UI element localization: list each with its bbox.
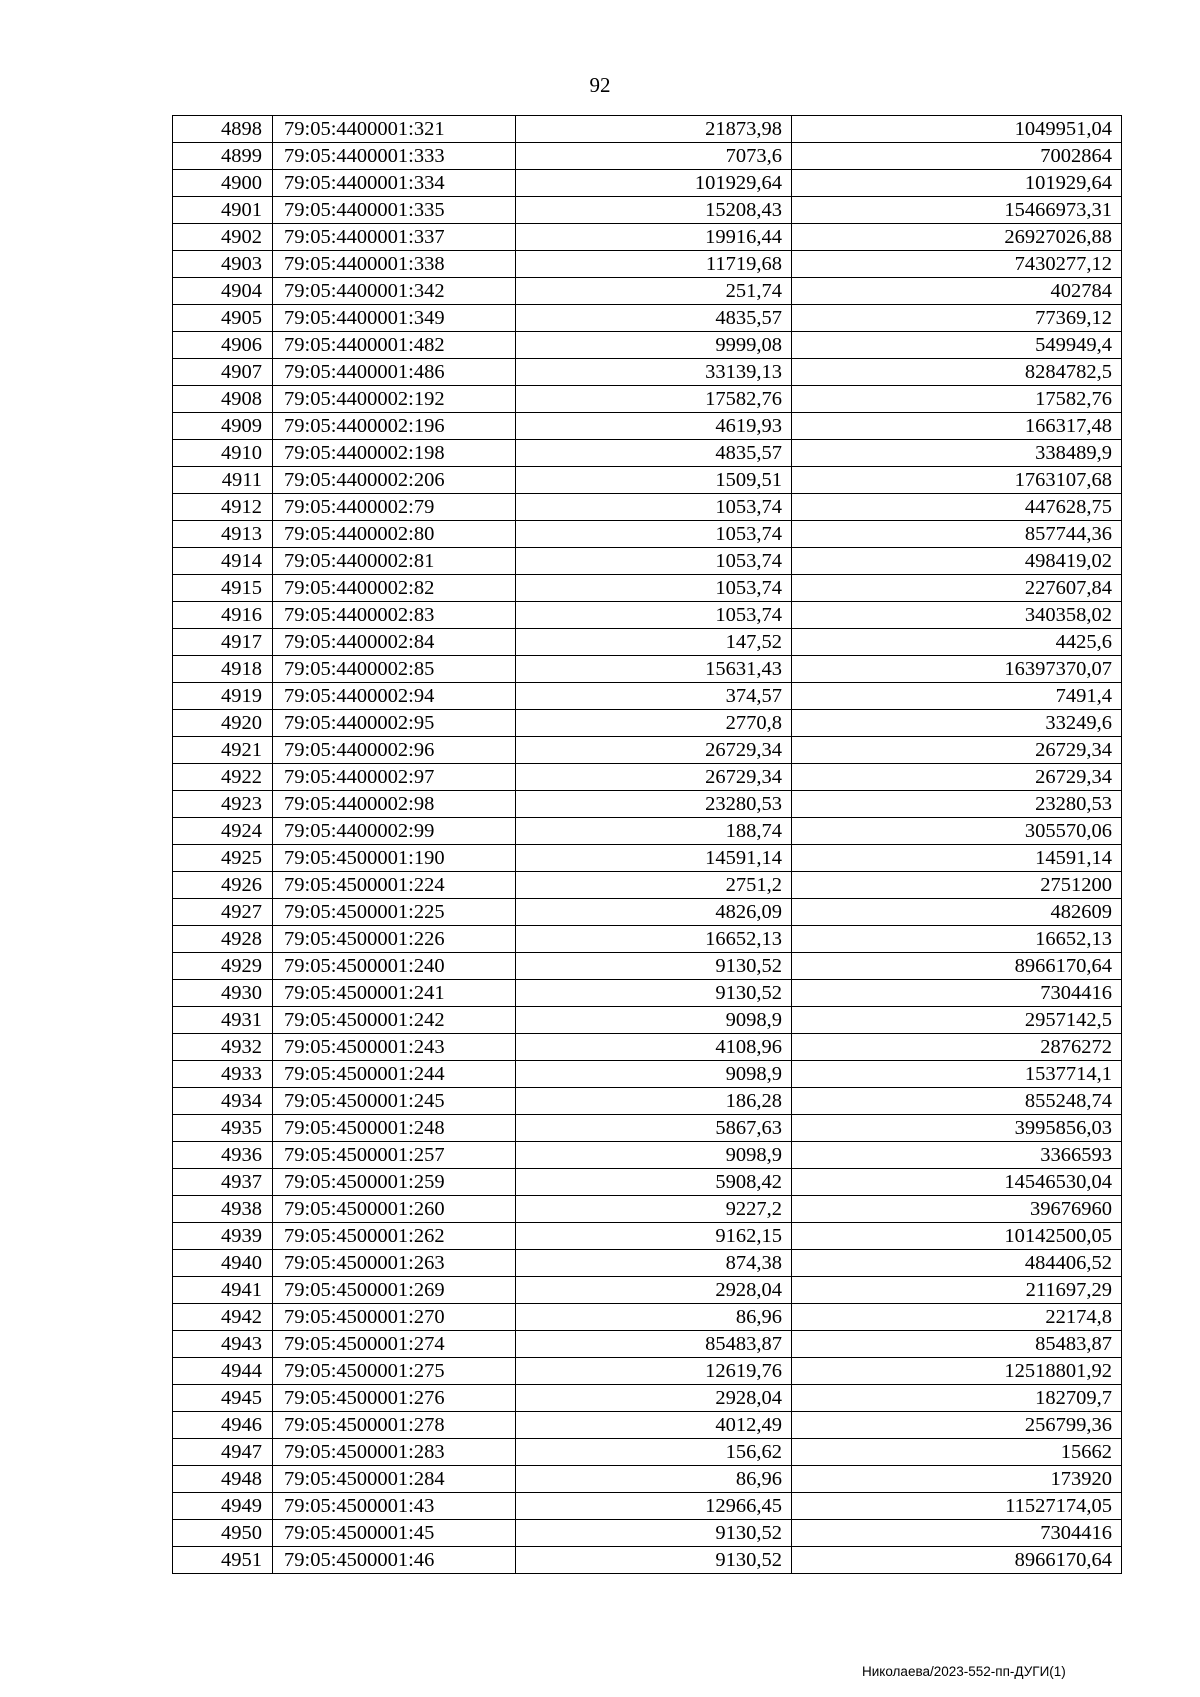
table-row: [173, 737, 1122, 764]
value-cell: 21873,98: [516, 116, 792, 143]
table-row: [173, 1277, 1122, 1304]
cadastral-number-cell: 79:05:4500001:240: [273, 953, 516, 980]
value-cell: 19916,44: [516, 224, 792, 251]
total-value-cell: 857744,36: [792, 521, 1122, 548]
cadastral-number-cell: 79:05:4400001:486: [273, 359, 516, 386]
total-value-cell: 3366593: [792, 1142, 1122, 1169]
table-row: [173, 575, 1122, 602]
row-number-cell: 4935: [173, 1115, 273, 1142]
cadastral-number-cell: 79:05:4500001:46: [273, 1547, 516, 1574]
table-row: [173, 548, 1122, 575]
cadastral-number-cell: 79:05:4400001:335: [273, 197, 516, 224]
row-number-cell: 4904: [173, 278, 273, 305]
row-number-cell: 4936: [173, 1142, 273, 1169]
row-number-cell: 4907: [173, 359, 273, 386]
total-value-cell: 26729,34: [792, 764, 1122, 791]
total-value-cell: 101929,64: [792, 170, 1122, 197]
value-cell: 9999,08: [516, 332, 792, 359]
row-number-cell: 4946: [173, 1412, 273, 1439]
row-number-cell: 4950: [173, 1520, 273, 1547]
value-cell: 14591,14: [516, 845, 792, 872]
row-number-cell: 4912: [173, 494, 273, 521]
value-cell: 2928,04: [516, 1385, 792, 1412]
table-row: [173, 224, 1122, 251]
cadastral-number-cell: 79:05:4500001:248: [273, 1115, 516, 1142]
total-value-cell: 173920: [792, 1466, 1122, 1493]
total-value-cell: 16652,13: [792, 926, 1122, 953]
total-value-cell: 1763107,68: [792, 467, 1122, 494]
table-row: [173, 764, 1122, 791]
row-number-cell: 4915: [173, 575, 273, 602]
row-number-cell: 4922: [173, 764, 273, 791]
cadastral-number-cell: 79:05:4400002:94: [273, 683, 516, 710]
value-cell: 1509,51: [516, 467, 792, 494]
cadastral-number-cell: 79:05:4500001:276: [273, 1385, 516, 1412]
table-row: [173, 1034, 1122, 1061]
table-row: [173, 1358, 1122, 1385]
table-row: [173, 1385, 1122, 1412]
row-number-cell: 4925: [173, 845, 273, 872]
value-cell: 26729,34: [516, 764, 792, 791]
table-row: [173, 305, 1122, 332]
page-number: 92: [589, 73, 611, 97]
row-number-cell: 4926: [173, 872, 273, 899]
total-value-cell: 549949,4: [792, 332, 1122, 359]
total-value-cell: 2751200: [792, 872, 1122, 899]
value-cell: 4826,09: [516, 899, 792, 926]
row-number-cell: 4933: [173, 1061, 273, 1088]
row-number-cell: 4921: [173, 737, 273, 764]
table-row: [173, 1115, 1122, 1142]
cadastral-number-cell: 79:05:4500001:262: [273, 1223, 516, 1250]
cadastral-number-cell: 79:05:4500001:241: [273, 980, 516, 1007]
total-value-cell: 15466973,31: [792, 197, 1122, 224]
value-cell: 2928,04: [516, 1277, 792, 1304]
total-value-cell: 447628,75: [792, 494, 1122, 521]
table-row: [173, 1142, 1122, 1169]
value-cell: 2770,8: [516, 710, 792, 737]
total-value-cell: 227607,84: [792, 575, 1122, 602]
value-cell: 23280,53: [516, 791, 792, 818]
cadastral-number-cell: 79:05:4400002:84: [273, 629, 516, 656]
cadastral-number-cell: 79:05:4400002:98: [273, 791, 516, 818]
value-cell: 9130,52: [516, 1520, 792, 1547]
cadastral-number-cell: 79:05:4500001:242: [273, 1007, 516, 1034]
cadastral-number-cell: 79:05:4400001:334: [273, 170, 516, 197]
table-row: [173, 359, 1122, 386]
table-row: [173, 1331, 1122, 1358]
row-number-cell: 4951: [173, 1547, 273, 1574]
value-cell: 33139,13: [516, 359, 792, 386]
row-number-cell: 4943: [173, 1331, 273, 1358]
table-row: [173, 440, 1122, 467]
total-value-cell: 484406,52: [792, 1250, 1122, 1277]
value-cell: 85483,87: [516, 1331, 792, 1358]
value-cell: 86,96: [516, 1466, 792, 1493]
cadastral-number-cell: 79:05:4400001:349: [273, 305, 516, 332]
total-value-cell: 77369,12: [792, 305, 1122, 332]
total-value-cell: 26729,34: [792, 737, 1122, 764]
row-number-cell: 4924: [173, 818, 273, 845]
row-number-cell: 4901: [173, 197, 273, 224]
table-row: [173, 1493, 1122, 1520]
value-cell: 5908,42: [516, 1169, 792, 1196]
row-number-cell: 4929: [173, 953, 273, 980]
row-number-cell: 4902: [173, 224, 273, 251]
value-cell: 9162,15: [516, 1223, 792, 1250]
table-row: [173, 899, 1122, 926]
table-row: [173, 1250, 1122, 1277]
value-cell: 4835,57: [516, 440, 792, 467]
cadastral-number-cell: 79:05:4500001:270: [273, 1304, 516, 1331]
cadastral-number-cell: 79:05:4400002:96: [273, 737, 516, 764]
table-row: [173, 1088, 1122, 1115]
value-cell: 251,74: [516, 278, 792, 305]
total-value-cell: 182709,7: [792, 1385, 1122, 1412]
table-row: [173, 1547, 1122, 1574]
total-value-cell: 7002864: [792, 143, 1122, 170]
table-row: [173, 602, 1122, 629]
table-row: [173, 980, 1122, 1007]
table-row: [173, 656, 1122, 683]
value-cell: 4619,93: [516, 413, 792, 440]
value-cell: 12966,45: [516, 1493, 792, 1520]
table-row: [173, 332, 1122, 359]
cadastral-number-cell: 79:05:4500001:225: [273, 899, 516, 926]
value-cell: 86,96: [516, 1304, 792, 1331]
total-value-cell: 11527174,05: [792, 1493, 1122, 1520]
total-value-cell: 166317,48: [792, 413, 1122, 440]
table-row: [173, 197, 1122, 224]
table-row: [173, 872, 1122, 899]
total-value-cell: 338489,9: [792, 440, 1122, 467]
cadastral-number-cell: 79:05:4400002:196: [273, 413, 516, 440]
value-cell: 17582,76: [516, 386, 792, 413]
total-value-cell: 3995856,03: [792, 1115, 1122, 1142]
table-row: [173, 1007, 1122, 1034]
row-number-cell: 4947: [173, 1439, 273, 1466]
total-value-cell: 2957142,5: [792, 1007, 1122, 1034]
cadastral-number-cell: 79:05:4400001:482: [273, 332, 516, 359]
total-value-cell: 15662: [792, 1439, 1122, 1466]
value-cell: 5867,63: [516, 1115, 792, 1142]
total-value-cell: 211697,29: [792, 1277, 1122, 1304]
cadastral-number-cell: 79:05:4500001:283: [273, 1439, 516, 1466]
table-row: [173, 1304, 1122, 1331]
row-number-cell: 4923: [173, 791, 273, 818]
table-row: [173, 278, 1122, 305]
table-row: [173, 1412, 1122, 1439]
cadastral-number-cell: 79:05:4400002:99: [273, 818, 516, 845]
total-value-cell: 305570,06: [792, 818, 1122, 845]
total-value-cell: 1537714,1: [792, 1061, 1122, 1088]
cadastral-number-cell: 79:05:4400002:206: [273, 467, 516, 494]
total-value-cell: 482609: [792, 899, 1122, 926]
table-row: [173, 494, 1122, 521]
document-footer: Николаева/2023-552-пп-ДУГИ(1): [862, 1664, 1066, 1679]
total-value-cell: 22174,8: [792, 1304, 1122, 1331]
row-number-cell: 4914: [173, 548, 273, 575]
row-number-cell: 4917: [173, 629, 273, 656]
value-cell: 16652,13: [516, 926, 792, 953]
total-value-cell: 7304416: [792, 980, 1122, 1007]
value-cell: 9227,2: [516, 1196, 792, 1223]
row-number-cell: 4919: [173, 683, 273, 710]
cadastral-number-cell: 79:05:4400002:80: [273, 521, 516, 548]
total-value-cell: 16397370,07: [792, 656, 1122, 683]
row-number-cell: 4899: [173, 143, 273, 170]
total-value-cell: 23280,53: [792, 791, 1122, 818]
total-value-cell: 402784: [792, 278, 1122, 305]
cadastral-number-cell: 79:05:4500001:263: [273, 1250, 516, 1277]
row-number-cell: 4920: [173, 710, 273, 737]
row-number-cell: 4927: [173, 899, 273, 926]
cadastral-number-cell: 79:05:4500001:45: [273, 1520, 516, 1547]
total-value-cell: 39676960: [792, 1196, 1122, 1223]
total-value-cell: 498419,02: [792, 548, 1122, 575]
value-cell: 1053,74: [516, 494, 792, 521]
table-row: [173, 467, 1122, 494]
cadastral-number-cell: 79:05:4500001:244: [273, 1061, 516, 1088]
value-cell: 15208,43: [516, 197, 792, 224]
row-number-cell: 4941: [173, 1277, 273, 1304]
cadastral-number-cell: 79:05:4400002:83: [273, 602, 516, 629]
row-number-cell: 4908: [173, 386, 273, 413]
cadastral-number-cell: 79:05:4400002:81: [273, 548, 516, 575]
table-row: [173, 791, 1122, 818]
cadastral-number-cell: 79:05:4400001:337: [273, 224, 516, 251]
total-value-cell: 14591,14: [792, 845, 1122, 872]
value-cell: 7073,6: [516, 143, 792, 170]
cadastral-number-cell: 79:05:4500001:226: [273, 926, 516, 953]
value-cell: 12619,76: [516, 1358, 792, 1385]
cadastral-number-cell: 79:05:4500001:260: [273, 1196, 516, 1223]
cadastral-number-cell: 79:05:4500001:243: [273, 1034, 516, 1061]
value-cell: 188,74: [516, 818, 792, 845]
row-number-cell: 4942: [173, 1304, 273, 1331]
row-number-cell: 4934: [173, 1088, 273, 1115]
row-number-cell: 4905: [173, 305, 273, 332]
value-cell: 9130,52: [516, 953, 792, 980]
row-number-cell: 4906: [173, 332, 273, 359]
table-row: [173, 953, 1122, 980]
row-number-cell: 4913: [173, 521, 273, 548]
cadastral-number-cell: 79:05:4400002:79: [273, 494, 516, 521]
row-number-cell: 4931: [173, 1007, 273, 1034]
value-cell: 186,28: [516, 1088, 792, 1115]
cadastral-number-cell: 79:05:4400002:95: [273, 710, 516, 737]
value-cell: 9098,9: [516, 1061, 792, 1088]
table-row: [173, 251, 1122, 278]
table-row: [173, 170, 1122, 197]
table-body: [173, 116, 1122, 1574]
cadastral-number-cell: 79:05:4500001:275: [273, 1358, 516, 1385]
value-cell: 15631,43: [516, 656, 792, 683]
table-row: [173, 845, 1122, 872]
value-cell: 9098,9: [516, 1007, 792, 1034]
value-cell: 1053,74: [516, 548, 792, 575]
cadastral-number-cell: 79:05:4500001:284: [273, 1466, 516, 1493]
value-cell: 9130,52: [516, 980, 792, 1007]
cadastral-number-cell: 79:05:4400002:192: [273, 386, 516, 413]
value-cell: 156,62: [516, 1439, 792, 1466]
total-value-cell: 7430277,12: [792, 251, 1122, 278]
table-row: [173, 386, 1122, 413]
total-value-cell: 33249,6: [792, 710, 1122, 737]
table-row: [173, 1169, 1122, 1196]
row-number-cell: 4911: [173, 467, 273, 494]
value-cell: 26729,34: [516, 737, 792, 764]
table-row: [173, 710, 1122, 737]
cadastral-number-cell: 79:05:4500001:269: [273, 1277, 516, 1304]
cadastral-number-cell: 79:05:4400002:85: [273, 656, 516, 683]
total-value-cell: 8284782,5: [792, 359, 1122, 386]
row-number-cell: 4944: [173, 1358, 273, 1385]
total-value-cell: 8966170,64: [792, 953, 1122, 980]
value-cell: 1053,74: [516, 521, 792, 548]
cadastral-number-cell: 79:05:4500001:274: [273, 1331, 516, 1358]
total-value-cell: 12518801,92: [792, 1358, 1122, 1385]
total-value-cell: 26927026,88: [792, 224, 1122, 251]
value-cell: 11719,68: [516, 251, 792, 278]
total-value-cell: 17582,76: [792, 386, 1122, 413]
cadastral-number-cell: 79:05:4500001:190: [273, 845, 516, 872]
value-cell: 874,38: [516, 1250, 792, 1277]
value-cell: 2751,2: [516, 872, 792, 899]
value-cell: 4108,96: [516, 1034, 792, 1061]
table-row: [173, 1439, 1122, 1466]
total-value-cell: 2876272: [792, 1034, 1122, 1061]
cadastral-number-cell: 79:05:4400001:342: [273, 278, 516, 305]
row-number-cell: 4945: [173, 1385, 273, 1412]
value-cell: 101929,64: [516, 170, 792, 197]
cadastral-number-cell: 79:05:4400002:97: [273, 764, 516, 791]
row-number-cell: 4937: [173, 1169, 273, 1196]
value-cell: 9130,52: [516, 1547, 792, 1574]
total-value-cell: 7491,4: [792, 683, 1122, 710]
total-value-cell: 14546530,04: [792, 1169, 1122, 1196]
total-value-cell: 1049951,04: [792, 116, 1122, 143]
table-row: [173, 521, 1122, 548]
cadastral-number-cell: 79:05:4400001:338: [273, 251, 516, 278]
cadastral-number-cell: 79:05:4400001:333: [273, 143, 516, 170]
row-number-cell: 4928: [173, 926, 273, 953]
cadastral-number-cell: 79:05:4400002:198: [273, 440, 516, 467]
table-row: [173, 629, 1122, 656]
total-value-cell: 85483,87: [792, 1331, 1122, 1358]
table-row: [173, 1520, 1122, 1547]
value-cell: 1053,74: [516, 575, 792, 602]
row-number-cell: 4918: [173, 656, 273, 683]
table-row: [173, 683, 1122, 710]
cadastral-number-cell: 79:05:4500001:43: [273, 1493, 516, 1520]
value-cell: 1053,74: [516, 602, 792, 629]
table-row: [173, 926, 1122, 953]
table-row: [173, 1466, 1122, 1493]
row-number-cell: 4910: [173, 440, 273, 467]
total-value-cell: 340358,02: [792, 602, 1122, 629]
row-number-cell: 4940: [173, 1250, 273, 1277]
row-number-cell: 4948: [173, 1466, 273, 1493]
row-number-cell: 4900: [173, 170, 273, 197]
row-number-cell: 4930: [173, 980, 273, 1007]
row-number-cell: 4949: [173, 1493, 273, 1520]
row-number-cell: 4903: [173, 251, 273, 278]
total-value-cell: 256799,36: [792, 1412, 1122, 1439]
value-cell: 9098,9: [516, 1142, 792, 1169]
cadastral-number-cell: 79:05:4400002:82: [273, 575, 516, 602]
total-value-cell: 10142500,05: [792, 1223, 1122, 1250]
row-number-cell: 4909: [173, 413, 273, 440]
value-cell: 147,52: [516, 629, 792, 656]
cadastral-number-cell: 79:05:4500001:224: [273, 872, 516, 899]
row-number-cell: 4898: [173, 116, 273, 143]
table-row: [173, 1061, 1122, 1088]
row-number-cell: 4938: [173, 1196, 273, 1223]
table-row: [173, 1223, 1122, 1250]
value-cell: 374,57: [516, 683, 792, 710]
cadastral-number-cell: 79:05:4500001:278: [273, 1412, 516, 1439]
total-value-cell: 8966170,64: [792, 1547, 1122, 1574]
table-row: [173, 143, 1122, 170]
table-row: [173, 818, 1122, 845]
row-number-cell: 4939: [173, 1223, 273, 1250]
value-cell: 4012,49: [516, 1412, 792, 1439]
row-number-cell: 4932: [173, 1034, 273, 1061]
cadastral-number-cell: 79:05:4500001:245: [273, 1088, 516, 1115]
data-table: [172, 115, 1122, 1574]
cadastral-number-cell: 79:05:4500001:257: [273, 1142, 516, 1169]
total-value-cell: 7304416: [792, 1520, 1122, 1547]
value-cell: 4835,57: [516, 305, 792, 332]
total-value-cell: 4425,6: [792, 629, 1122, 656]
row-number-cell: 4916: [173, 602, 273, 629]
cadastral-number-cell: 79:05:4400001:321: [273, 116, 516, 143]
table-row: [173, 413, 1122, 440]
table-row: [173, 1196, 1122, 1223]
cadastral-number-cell: 79:05:4500001:259: [273, 1169, 516, 1196]
total-value-cell: 855248,74: [792, 1088, 1122, 1115]
table-row: [173, 116, 1122, 143]
